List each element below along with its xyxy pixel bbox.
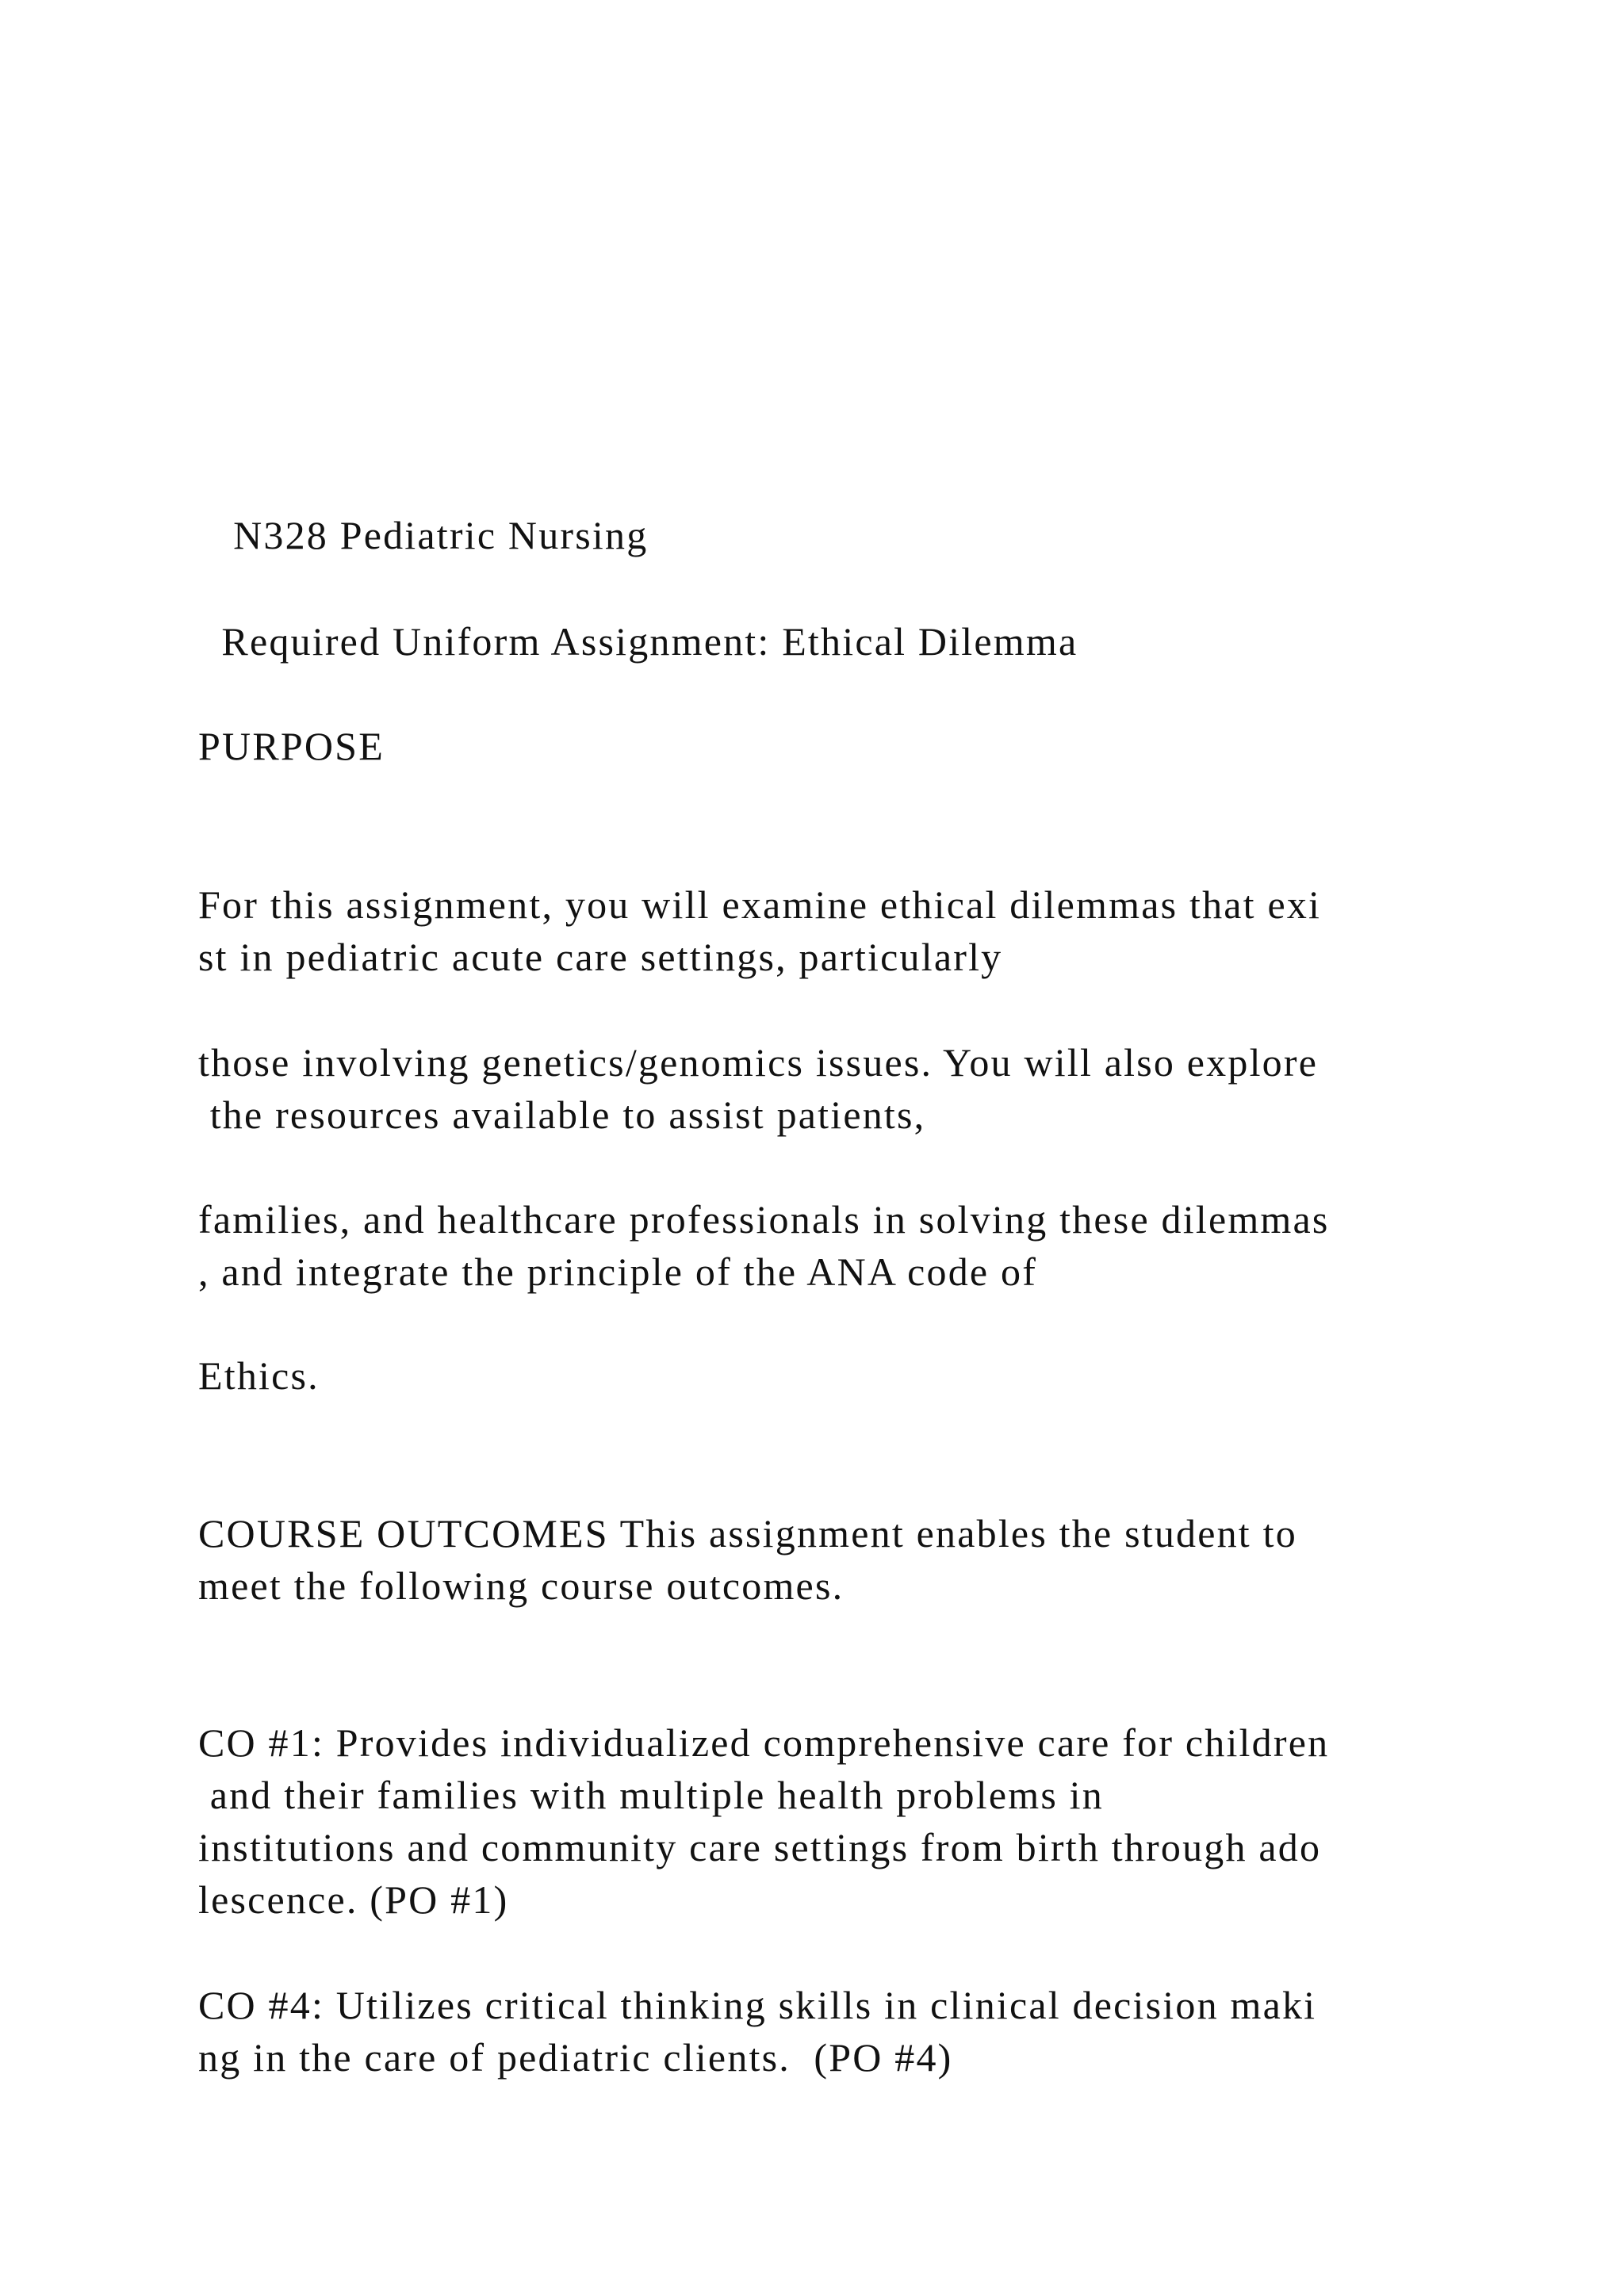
co1-line: CO #1: Provides individualized comprehensive care for children [198,1720,1330,1765]
co1-line: lescence. (PO #1) [198,1877,509,1922]
co1-line: and their families with multiple health problems in [198,1773,1104,1817]
purpose-line: families, and healthcare professionals in solving these dilemmas [198,1197,1330,1242]
assignment-title: Required Uniform Assignment: Ethical Dilemma [198,619,1078,664]
course-outcomes-line: meet the following course outcomes. [198,1563,845,1608]
co4-line: ng in the care of pediatric clients. (PO #4) [198,2035,953,2080]
purpose-line: , and integrate the principle of the ANA code of [198,1249,1038,1294]
course-title: N328 Pediatric Nursing [198,513,649,557]
co4-line: CO #4: Utilizes critical thinking skills in clinical decision maki [198,1983,1317,2027]
purpose-line: those involving genetics/genomics issues. You will also explore [198,1040,1319,1085]
purpose-line: Ethics. [198,1353,320,1398]
purpose-line: st in pediatric acute care settings, particularly [198,935,1003,979]
purpose-heading: PURPOSE [198,724,385,768]
purpose-line: the resources available to assist patients, [198,1093,926,1137]
purpose-line: For this assignment, you will examine ethical dilemmas that exi [198,882,1322,927]
course-outcomes-line: COURSE OUTCOMES This assignment enables the student to [198,1511,1297,1556]
co1-line: institutions and community care settings from birth through ado [198,1825,1322,1869]
